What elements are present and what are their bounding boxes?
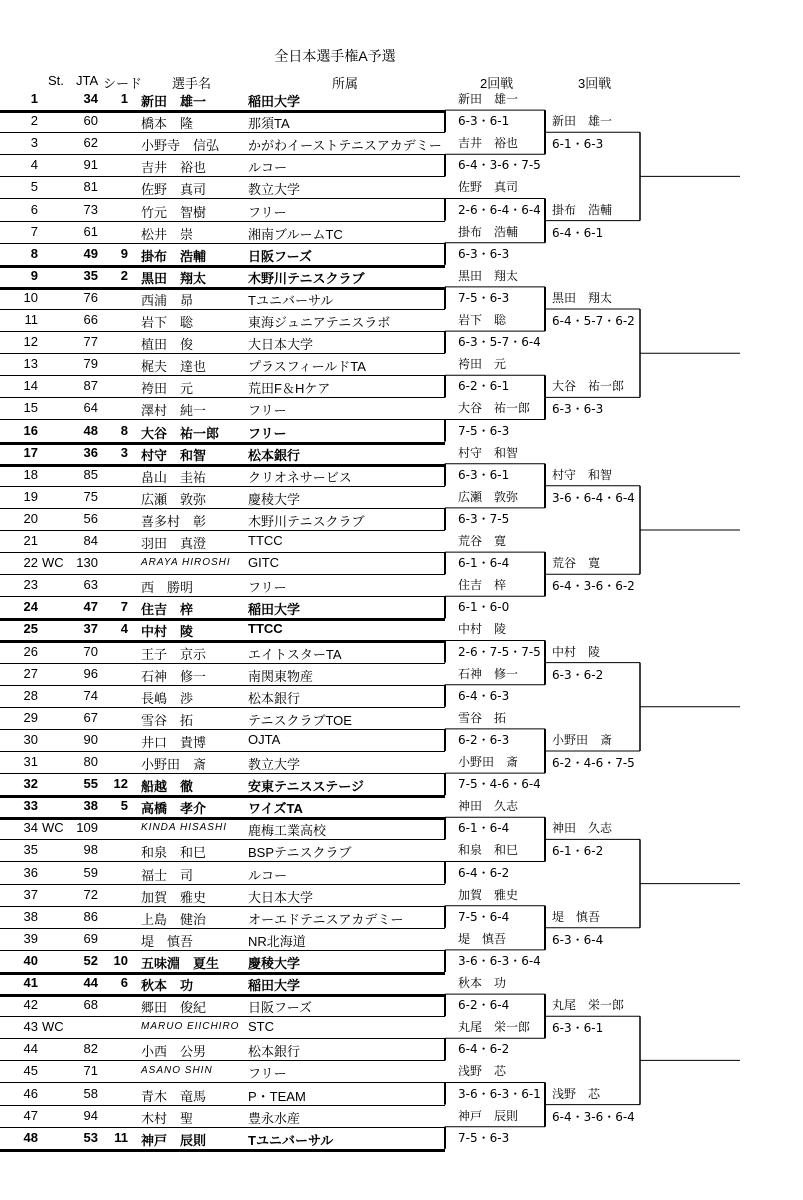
player-affiliation: OJTA	[248, 731, 281, 747]
wc-badge: WC	[42, 820, 64, 836]
player-name: 羽田 真澄	[141, 536, 207, 551]
player-affiliation: 安東テニスステージ	[248, 779, 364, 795]
st-number: 26	[23, 643, 38, 659]
player-affiliation: 鹿梅工業高校	[248, 823, 327, 839]
player-name: 黒田 翔太	[141, 270, 207, 286]
player-affiliation: 慶稜大学	[248, 955, 301, 971]
round3-winner: 中村 陵	[552, 644, 601, 659]
jta-rank: 38	[83, 798, 98, 814]
player-affiliation: TTCC	[248, 533, 283, 548]
round2-winner: 黒田 翔太	[458, 268, 519, 283]
st-number: 2	[30, 113, 38, 129]
player-affiliation: 木野川テニスクラブ	[248, 513, 365, 529]
player-affiliation: P・TEAM	[248, 1088, 306, 1104]
player-name: ASANO SHIN	[141, 1065, 213, 1077]
st-number: 23	[23, 577, 38, 593]
player-name: 木村 聖	[141, 1110, 194, 1126]
round2-winner: 袴田 元	[458, 357, 507, 372]
seed-number: 7	[120, 599, 128, 615]
player-name: 郷田 俊紀	[141, 1000, 207, 1016]
round3-score: 6-3・6-1	[552, 1021, 604, 1036]
st-number: 18	[23, 466, 38, 482]
jta-rank: 34	[83, 91, 98, 106]
round2-score: 3-6・6-3・6-1	[458, 1086, 541, 1101]
jta-rank: 82	[83, 1041, 98, 1057]
player-affiliation: フリー	[248, 425, 287, 441]
player-name: 青木 竜馬	[141, 1088, 207, 1104]
round2-score: 7-5・6-3	[458, 290, 510, 305]
jta-rank: 81	[83, 179, 98, 195]
jta-rank: 71	[83, 1063, 98, 1079]
st-number: 19	[23, 488, 38, 504]
player-affiliation: エイトスターTA	[248, 646, 342, 662]
jta-rank: 55	[83, 776, 98, 792]
st-number: 27	[23, 665, 38, 681]
jta-rank: 70	[83, 643, 98, 659]
jta-rank: 36	[83, 444, 98, 460]
player-name: 澤村 純一	[141, 403, 207, 419]
player-affiliation: 木野川テニスクラブ	[248, 270, 365, 286]
round2-winner: 秋本 功	[458, 976, 507, 990]
round3-score: 6-3・6-4	[552, 932, 604, 947]
player-name: 小西 公男	[141, 1044, 207, 1060]
round2-winner: 雪谷 拓	[458, 710, 507, 725]
player-affiliation: 那須TA	[248, 116, 290, 132]
player-affiliation: Tユニバーサル	[248, 292, 334, 308]
jta-rank: 90	[83, 731, 98, 747]
round3-winner: 小野田 斎	[552, 733, 613, 747]
st-number: 28	[23, 687, 38, 703]
round3-score: 6-2・4-6・7-5	[552, 756, 635, 770]
round3-winner: 丸尾 栄一郎	[552, 998, 625, 1013]
jta-rank: 47	[83, 599, 98, 615]
jta-rank: 44	[83, 975, 98, 990]
player-affiliation: 稲田大学	[248, 602, 301, 618]
round3-score: 6-4・5-7・6-2	[552, 314, 635, 328]
player-affiliation: クリオネサービス	[248, 469, 352, 485]
round3-score: 6-1・6-2	[552, 844, 604, 859]
player-name: 佐野 真司	[141, 182, 207, 198]
st-number: 24	[23, 599, 38, 615]
st-number: 16	[23, 422, 38, 438]
player-name: 小野田 斎	[141, 757, 207, 772]
seed-number: 1	[120, 91, 128, 106]
st-number: 38	[23, 908, 38, 924]
round2-winner: 掛布 浩輔	[458, 224, 519, 239]
round2-score: 6-2・6-3	[458, 732, 510, 747]
player-affiliation: 大日本大学	[248, 337, 314, 353]
jta-rank: 35	[83, 267, 98, 283]
round2-score: 6-4・6-2	[458, 1042, 510, 1057]
player-name: 大谷 祐一郎	[141, 425, 220, 441]
round2-score: 7-5・6-4	[458, 909, 510, 924]
jta-rank: 63	[83, 577, 98, 593]
player-name: 堤 慎吾	[141, 933, 194, 949]
st-number: 25	[23, 621, 38, 637]
jta-rank: 48	[83, 422, 98, 438]
st-number: 37	[23, 886, 38, 902]
st-number: 15	[23, 400, 38, 416]
jta-rank: 73	[83, 201, 98, 217]
player-affiliation: ルコー	[248, 160, 288, 176]
round2-score: 7-5・4-6・6-4	[458, 777, 541, 792]
round3-score: 6-3・6-2	[552, 667, 604, 682]
jta-rank: 98	[83, 842, 98, 858]
jta-rank: 37	[83, 621, 98, 637]
round3-winner: 堤 慎吾	[552, 909, 601, 924]
jta-rank: 61	[83, 223, 98, 239]
round2-score: 6-4・6-2	[458, 865, 510, 880]
seed-number: 11	[114, 1129, 128, 1145]
player-name: 小野寺 信弘	[141, 138, 220, 154]
jta-rank: 59	[83, 864, 98, 880]
round2-score: 6-1・6-4	[458, 556, 510, 571]
player-affiliation: 教立大学	[248, 757, 301, 772]
st-number: 36	[23, 864, 38, 880]
player-affiliation: オーエドテニスアカデミー	[248, 911, 404, 927]
player-affiliation: フリー	[248, 580, 287, 596]
jta-rank: 56	[83, 510, 98, 526]
st-number: 44	[23, 1041, 38, 1057]
player-affiliation: 湘南ブルームTC	[248, 226, 343, 242]
jta-rank: 94	[83, 1107, 98, 1123]
jta-rank: 58	[83, 1085, 98, 1101]
player-name: 五味淵 夏生	[141, 955, 220, 971]
round3-score: 6-4・3-6・6-4	[552, 1109, 635, 1124]
seed-number: 10	[113, 952, 128, 968]
player-affiliation: ルコー	[248, 867, 288, 883]
player-name: 船越 徹	[141, 779, 194, 795]
st-number: 13	[23, 356, 38, 372]
jta-rank: 77	[83, 334, 98, 350]
round2-winner: 村守 和智	[458, 445, 519, 460]
player-name: 新田 雄一	[141, 94, 207, 109]
player-name: 畠山 圭祐	[141, 469, 207, 485]
player-name: 高橋 孝介	[141, 801, 207, 817]
player-name: 長嶋 渉	[141, 690, 194, 706]
seed-number: 5	[120, 798, 128, 814]
st-number: 42	[23, 997, 38, 1013]
jta-rank: 64	[83, 400, 98, 416]
player-name: 梶夫 達也	[141, 359, 207, 375]
player-affiliation: 日阪フーズ	[248, 1000, 312, 1016]
jta-rank: 66	[83, 312, 98, 327]
st-number: 12	[23, 334, 38, 350]
round2-score: 2-6・7-5・7-5	[458, 644, 541, 659]
wc-badge: WC	[42, 555, 64, 571]
player-name: 松井 崇	[141, 226, 194, 242]
player-affiliation: BSPテニスクラブ	[248, 845, 352, 861]
st-number: 40	[23, 952, 38, 968]
jta-rank: 130	[76, 555, 98, 571]
player-name: 袴田 元	[141, 381, 194, 397]
player-affiliation: 教立大学	[248, 182, 301, 198]
round2-score: 6-3・7-5	[458, 511, 510, 526]
round2-winner: 新田 雄一	[458, 92, 519, 106]
player-name: 西浦 昴	[141, 292, 194, 308]
player-affiliation: 稲田大学	[248, 978, 301, 993]
round2-score: 6-4・6-3	[458, 688, 510, 703]
player-affiliation: 大日本大学	[248, 889, 314, 905]
round3-score: 6-1・6-3	[552, 137, 604, 152]
seed-number: 3	[120, 444, 128, 460]
player-affiliation: TTCC	[248, 621, 283, 637]
round3-winner: 神田 久志	[552, 821, 613, 836]
jta-rank: 87	[83, 378, 98, 394]
player-affiliation: NR北海道	[248, 933, 306, 949]
jta-rank: 52	[83, 952, 98, 968]
st-number: 17	[23, 444, 38, 460]
jta-rank: 86	[83, 908, 98, 924]
st-number: 31	[23, 754, 38, 769]
jta-rank: 60	[83, 113, 98, 129]
st-number: 14	[23, 378, 38, 394]
st-number: 6	[30, 201, 38, 217]
st-number: 8	[30, 245, 38, 261]
seed-number: 6	[120, 975, 128, 990]
round3-winner: 新田 雄一	[552, 114, 613, 129]
st-number: 11	[24, 312, 38, 327]
player-affiliation: フリー	[248, 1066, 287, 1082]
player-name: 住吉 梓	[141, 602, 194, 618]
st-number: 21	[23, 533, 38, 548]
player-affiliation: 松本銀行	[248, 1044, 301, 1060]
round2-winner: 丸尾 栄一郎	[458, 1020, 531, 1035]
st-number: 1	[30, 91, 38, 106]
jta-rank: 62	[83, 135, 98, 151]
player-affiliation: STC	[248, 1019, 274, 1035]
round3-score: 6-4・3-6・6-2	[552, 579, 635, 594]
st-number: 47	[23, 1107, 38, 1123]
st-number: 41	[23, 975, 38, 990]
seed-number: 4	[120, 621, 128, 637]
player-affiliation: 慶稜大学	[248, 491, 301, 507]
round2-score: 6-1・6-0	[458, 600, 510, 615]
st-number: 48	[23, 1129, 38, 1145]
round2-winner: 石神 修一	[458, 666, 519, 681]
round3-winner: 浅野 芯	[552, 1086, 601, 1101]
seed-number: 8	[120, 422, 128, 438]
player-affiliation: 稲田大学	[248, 94, 301, 109]
st-number: 22	[23, 555, 38, 571]
player-affiliation: 東海ジュニアテニスラボ	[248, 315, 391, 330]
player-affiliation: プラスフィールドTA	[248, 359, 366, 375]
seed-number: 12	[113, 776, 128, 792]
jta-rank: 85	[83, 466, 98, 482]
st-number: 33	[23, 798, 38, 814]
player-name: 雪谷 拓	[141, 712, 194, 728]
player-name: 村守 和智	[141, 447, 207, 463]
player-name: 喜多村 彰	[141, 513, 207, 529]
round2-score: 6-3・6-3	[458, 246, 510, 261]
jta-rank: 68	[83, 997, 98, 1013]
round2-winner: 荒谷 寛	[458, 534, 507, 548]
jta-rank: 84	[83, 533, 98, 548]
round3-winner: 掛布 浩輔	[552, 202, 613, 217]
round3-winner: 黒田 翔太	[552, 291, 613, 305]
st-number: 32	[23, 776, 38, 792]
player-name: 秋本 功	[141, 978, 194, 993]
round2-score: 2-6・6-4・6-4	[458, 202, 541, 217]
player-name: 福士 司	[141, 867, 194, 883]
jta-rank: 49	[83, 245, 98, 261]
player-affiliation: 松本銀行	[248, 447, 301, 463]
player-affiliation: Tユニバーサル	[248, 1132, 334, 1148]
round2-score: 6-3・6-1	[458, 467, 510, 482]
header-seed: シード	[103, 76, 143, 91]
player-affiliation: 日阪フーズ	[248, 248, 312, 264]
round2-winner: 加賀 雅史	[458, 887, 519, 902]
player-name: 中村 陵	[141, 624, 194, 640]
st-number: 39	[23, 930, 38, 946]
player-name: 王子 京示	[141, 646, 207, 662]
st-number: 10	[23, 289, 38, 305]
player-name: 植田 俊	[141, 337, 194, 353]
round3-winner: 大谷 祐一郎	[552, 379, 625, 394]
header-affiliation: 所属	[332, 76, 359, 91]
st-number: 35	[23, 842, 38, 858]
jta-rank: 96	[83, 665, 98, 681]
player-affiliation: GITC	[248, 555, 280, 571]
player-affiliation: フリー	[248, 403, 287, 419]
round2-winner: 和泉 和巳	[458, 843, 519, 858]
round2-winner: 吉井 裕也	[458, 136, 519, 151]
player-name: 橋本 隆	[141, 116, 194, 132]
round2-score: 6-3・5-7・6-4	[458, 335, 541, 350]
seed-number: 9	[120, 245, 128, 261]
player-affiliation: フリー	[248, 204, 287, 220]
player-affiliation: 荒田F＆Hケア	[248, 381, 331, 397]
player-affiliation: 南関東物産	[248, 668, 314, 684]
round2-winner: 堤 慎吾	[458, 931, 507, 946]
st-number: 43	[23, 1019, 38, 1035]
jta-rank: 72	[83, 886, 98, 902]
st-number: 34	[23, 820, 38, 836]
round2-winner: 中村 陵	[458, 622, 507, 637]
player-name: ARAYA HIROSHI	[141, 557, 231, 569]
st-number: 9	[30, 267, 38, 283]
page-title: 全日本選手権A予選	[274, 48, 396, 64]
player-name: 吉井 裕也	[141, 160, 207, 176]
round2-score: 6-2・6-1	[458, 379, 510, 394]
round2-score: 6-4・3-6・7-5	[458, 158, 541, 173]
round2-winner: 神田 久志	[458, 799, 519, 814]
player-name: 西 勝明	[141, 580, 194, 596]
player-affiliation: かがわイーストテニスアカデミー	[248, 138, 442, 154]
st-number: 29	[23, 709, 38, 725]
round2-score: 7-5・6-3	[458, 1130, 510, 1145]
round2-score: 3-6・6-3・6-4	[458, 953, 541, 968]
header-jta: JTA	[76, 73, 99, 88]
player-affiliation: 松本銀行	[248, 690, 301, 706]
round3-score: 6-3・6-3	[552, 402, 604, 417]
player-name: 上島 健治	[141, 911, 207, 927]
header-name: 選手名	[172, 76, 212, 91]
round2-winner: 住吉 梓	[458, 578, 507, 593]
jta-rank: 80	[83, 754, 98, 769]
player-affiliation: 豊永水産	[248, 1110, 301, 1126]
st-number: 45	[23, 1063, 38, 1079]
player-name: KINDA HISASHI	[141, 822, 227, 834]
player-name: 竹元 智樹	[141, 204, 207, 220]
st-number: 30	[23, 731, 38, 747]
round2-winner: 神戸 辰則	[458, 1108, 519, 1123]
jta-rank: 79	[83, 356, 98, 372]
round2-score: 6-3・6-1	[458, 114, 510, 129]
st-number: 4	[30, 157, 38, 173]
wc-badge: WC	[42, 1019, 64, 1035]
round3-score: 3-6・6-4・6-4	[552, 490, 635, 505]
round3-score: 6-4・6-1	[552, 225, 604, 240]
player-name: 掛布 浩輔	[141, 248, 207, 264]
st-number: 46	[23, 1085, 38, 1101]
round2-winner: 広瀬 敦弥	[458, 489, 519, 504]
round2-winner: 岩下 聡	[458, 313, 507, 327]
jta-rank: 53	[83, 1129, 98, 1145]
round2-winner: 佐野 真司	[458, 180, 519, 195]
player-name: 広瀬 敦弥	[141, 491, 207, 507]
seed-number: 2	[120, 267, 128, 283]
jta-rank: 67	[83, 709, 98, 725]
round2-winner: 浅野 芯	[458, 1064, 507, 1079]
header-round2: 2回戦	[480, 76, 514, 91]
player-name: 井口 貴博	[141, 734, 207, 750]
round2-winner: 大谷 祐一郎	[458, 401, 531, 416]
jta-rank: 109	[76, 820, 98, 836]
player-name: 神戸 辰則	[141, 1132, 207, 1148]
header-round3: 3回戦	[578, 76, 612, 91]
st-number: 5	[30, 179, 38, 195]
player-name: 岩下 聡	[141, 315, 194, 330]
st-number: 3	[30, 135, 38, 151]
round2-score: 6-1・6-4	[458, 821, 510, 836]
jta-rank: 69	[83, 930, 98, 946]
jta-rank: 75	[83, 488, 98, 504]
round2-score: 7-5・6-3	[458, 423, 510, 438]
player-name: 和泉 和巳	[141, 845, 207, 861]
round3-winner: 荒谷 寛	[552, 556, 601, 571]
round3-winner: 村守 和智	[552, 467, 613, 482]
round2-winner: 小野田 斎	[458, 755, 519, 769]
player-name: MARUO EIICHIRO	[141, 1021, 240, 1033]
player-name: 加賀 雅史	[141, 889, 207, 905]
st-number: 20	[23, 510, 38, 526]
jta-rank: 74	[83, 687, 98, 703]
player-affiliation: テニスクラブTOE	[248, 712, 352, 728]
jta-rank: 76	[83, 289, 98, 305]
header-st: St.	[48, 73, 64, 88]
player-name: 石神 修一	[141, 668, 207, 684]
jta-rank: 91	[83, 157, 98, 173]
round2-score: 6-2・6-4	[458, 998, 510, 1013]
st-number: 7	[30, 223, 38, 239]
player-affiliation: ワイズTA	[248, 801, 303, 817]
